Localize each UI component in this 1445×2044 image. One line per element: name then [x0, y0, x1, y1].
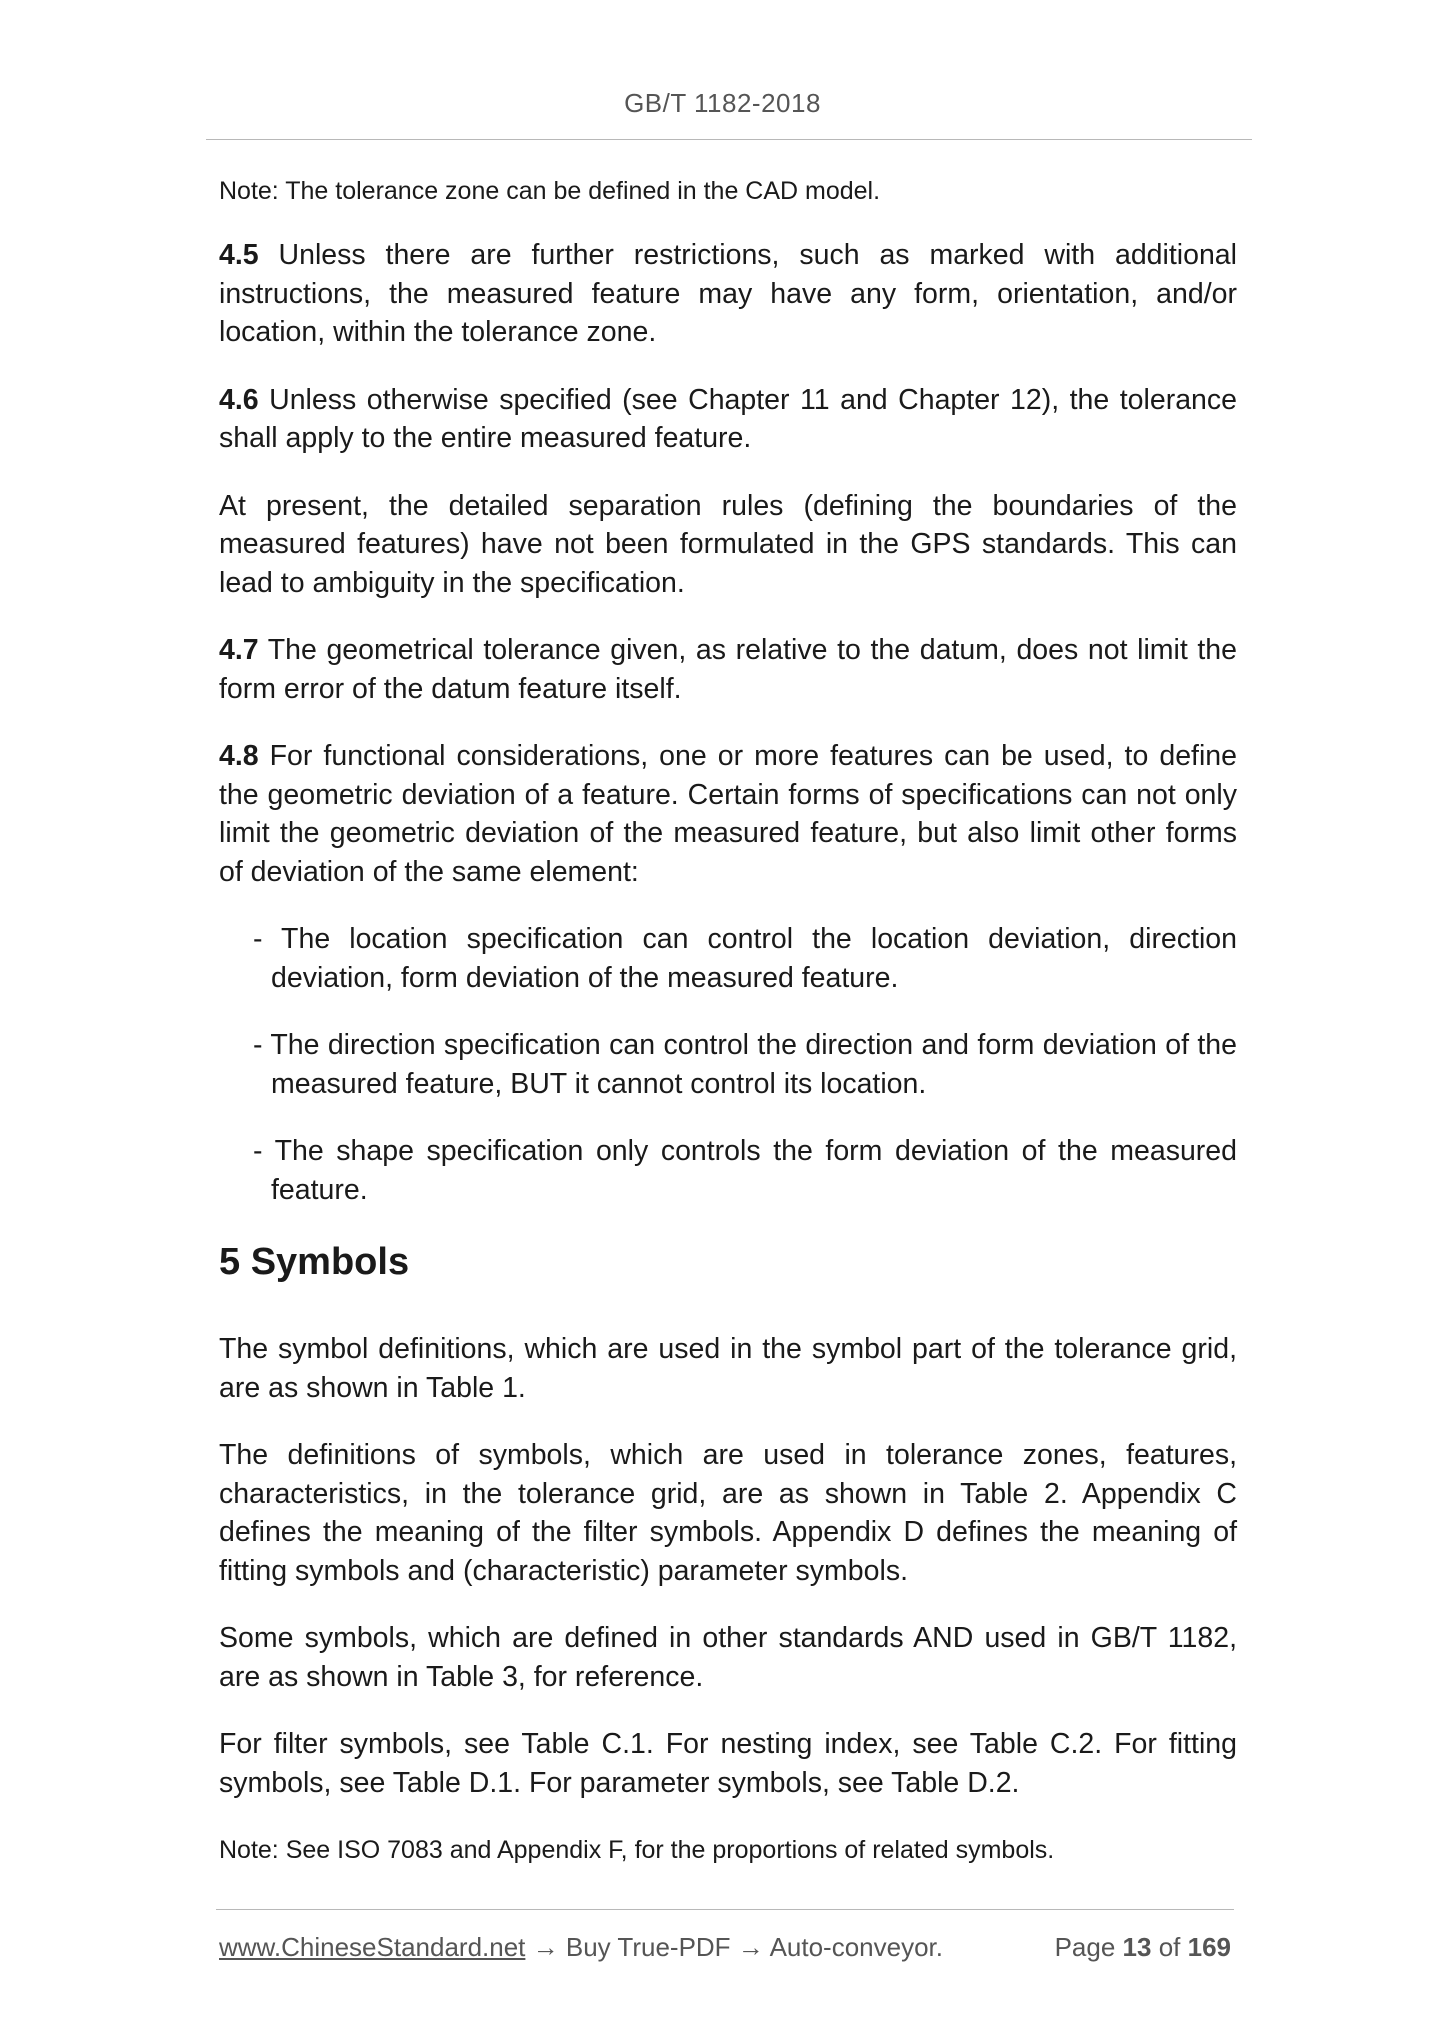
page-indicator: [1055, 1932, 1231, 1963]
paragraph-table-2: The definitions of symbols, which are used in tolerance zones, features, characteristics, in the tolerance grid, are as shown in Table 2. Appendix C defines the meaning of the filter symbols. Appendix D defines the meaning of fitting symbols and (characteristic) parameter symbols.: [219, 1439, 1237, 1587]
paragraph-filter-symbols: For filter symbols, see Table C.1. For nesting index, see Table C.2. For fitting symbols, see Table D.1. For parameter symbols, see Table D.2.: [219, 1728, 1237, 1799]
paragraph-separation-rules: At present, the detailed separation rules (defining the boundaries of the measured features) have not been formulated in the GPS standards. This can lead to ambiguity in the specification.: [219, 489, 1237, 599]
document-footer: [219, 1932, 1231, 1963]
section-heading: 5 Symbols: [219, 1241, 410, 1283]
clause-text: For functional considerations, one or more features can be used, to define the geometric deviation of a feature. Certain forms of specifications can not only limit the geometric deviation of the measured feature, but also limit other forms of deviation of the same element:: [219, 740, 1237, 888]
clause-text: Unless there are further restrictions, such as marked with additional instructions, the measured feature may have any form, orientation, and/or location, within the tolerance zone.: [219, 239, 1237, 348]
clause-4-6: [219, 381, 1237, 458]
note-iso-7083: Note: See ISO 7083 and Appendix F, for the proportions of related symbols.: [219, 1836, 1055, 1864]
clause-4-5: [219, 236, 1237, 352]
document-body: [219, 172, 1237, 1895]
footer-source: [219, 1932, 943, 1963]
page-label: Page: [1054, 1932, 1123, 1962]
footer-tagline: → Buy True-PDF → Auto-conveyor.: [525, 1932, 944, 1962]
paragraph-table-3: Some symbols, which are defined in other standards AND used in GB/T 1182, are as shown in Table 3, for reference.: [219, 1622, 1237, 1693]
clause-number: 4.8: [219, 740, 259, 772]
footer-divider: [216, 1909, 1234, 1910]
website-link[interactable]: www.ChineseStandard.net: [219, 1932, 526, 1962]
list-item: - The shape specification only controls the form deviation of the measured feature.: [253, 1135, 1237, 1206]
clause-number: 4.5: [219, 239, 259, 271]
page-total: 169: [1187, 1932, 1231, 1962]
clause-text: Unless otherwise specified (see Chapter 11 and Chapter 12), the tolerance shall apply to the entire measured feature.: [219, 383, 1237, 454]
page-current: 13: [1122, 1932, 1152, 1962]
list-item: - The direction specification can control the direction and form deviation of the measured feature, BUT it cannot control its location.: [253, 1029, 1237, 1100]
clause-4-7: [219, 631, 1237, 708]
clause-number: 4.6: [219, 383, 259, 416]
header-divider: [206, 139, 1252, 140]
of-label: of: [1151, 1932, 1188, 1962]
document-header: GB/T 1182-2018: [624, 88, 821, 118]
clause-text: The geometrical tolerance given, as relative to the datum, does not limit the form error of the datum feature itself.: [219, 634, 1237, 705]
note-cad-model: Note: The tolerance zone can be defined in the CAD model.: [219, 177, 881, 205]
list-item: - The location specification can control the location deviation, direction deviation, form deviation of the measured feature.: [253, 923, 1237, 994]
clause-number: 4.7: [219, 634, 259, 666]
paragraph-table-1: The symbol definitions, which are used in the symbol part of the tolerance grid, are as shown in Table 1.: [219, 1333, 1237, 1404]
clause-4-8: [219, 737, 1237, 891]
